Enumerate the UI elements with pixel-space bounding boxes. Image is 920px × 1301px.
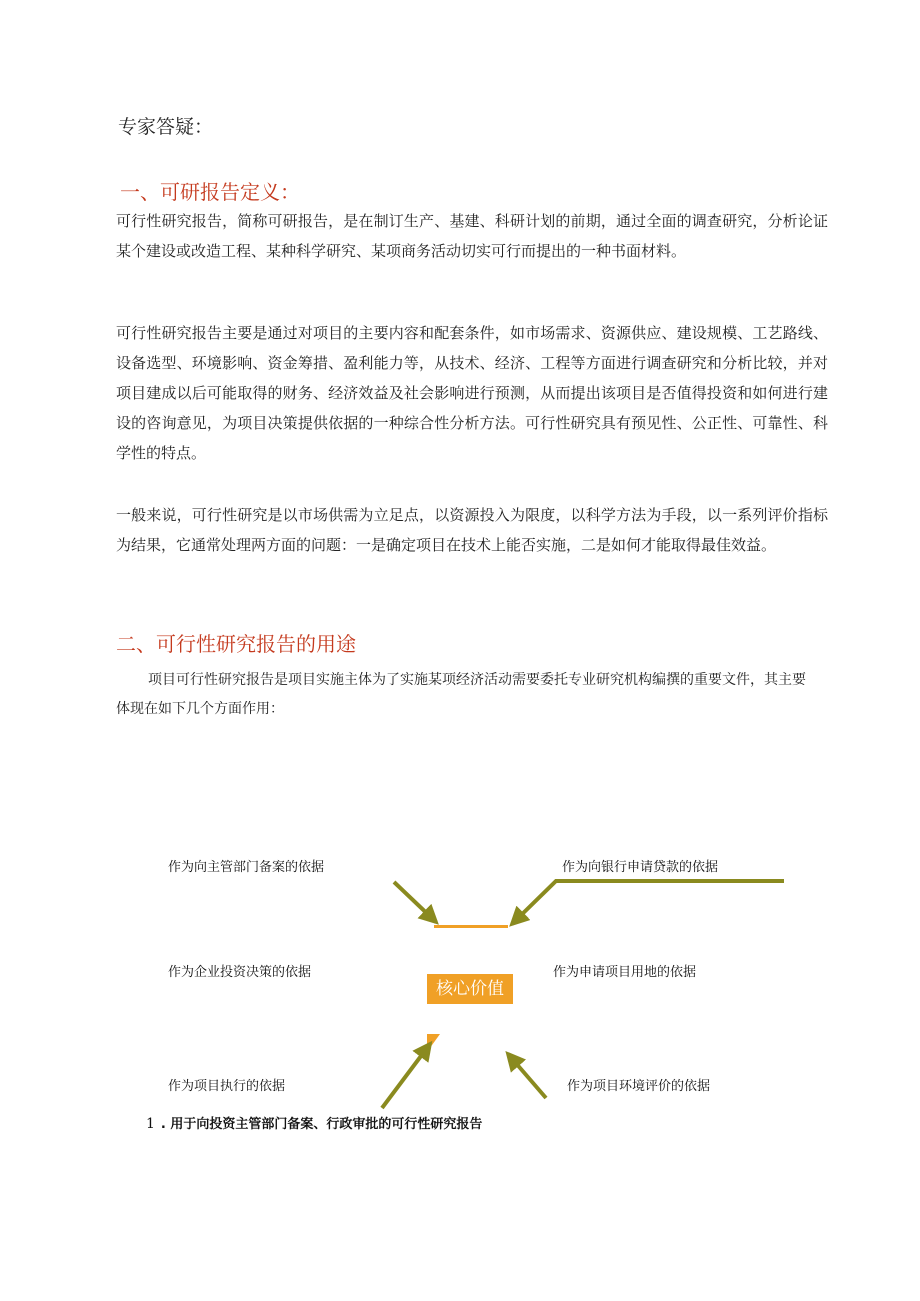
arrow-bottom-left xyxy=(382,1044,430,1108)
arrow-bottom-right xyxy=(508,1054,546,1098)
core-value-box: 核心价值 xyxy=(427,974,513,1004)
section1-paragraph-2: 可行性研究报告主要是通过对项目的主要内容和配套条件，如市场需求、资源供应、建设规模、工艺路线、设备选型、环境影响、资金筹措、盈利能力等，从技术、经济、工程等方面进行调查研究和分析比较，并对项目建成以后可能取得的财务、经济效益及社会影响进行预测，从而提出该项目是否值得投资和如何进行建设的咨询意见，为项目决策提供依据的一种综合性分析方法。可行性研究具有预见性、公正性、可靠性、科学性的特点。 xyxy=(116,324,828,462)
expert-qa-title: 专家答疑： xyxy=(118,116,214,138)
item-1-number: 1 xyxy=(146,1116,155,1132)
section1-heading: 一、可研报告定义： xyxy=(120,180,300,204)
section1-paragraph-3: 一般来说，可行性研究是以市场供需为立足点，以资源投入为限度，以科学方法为手段，以一系列评价指标为结果，它通常处理两方面的问题：一是确定项目在技术上能否实施，二是如何才能取得最佳效益。 xyxy=(116,506,828,554)
label-bottom-right: 作为项目环境评价的依据 xyxy=(567,1079,711,1094)
item-1 xyxy=(146,1113,482,1132)
label-top-left: 作为向主管部门备案的依据 xyxy=(168,860,325,875)
section2-heading: 二、可行性研究报告的用途 xyxy=(116,632,356,656)
item-1-text: . 用于向投资主管部门备案、行政审批的可行性研究报告 xyxy=(160,1117,483,1132)
label-mid-right: 作为申请项目用地的依据 xyxy=(553,965,697,980)
arrow-top-right xyxy=(512,881,784,924)
arrow-top-left xyxy=(394,882,436,922)
accent-bar-top xyxy=(434,925,508,928)
section1-paragraph-1: 可行性研究报告，简称可研报告，是在制订生产、基建、科研计划的前期，通过全面的调查研究，分析论证某个建设或改造工程、某种科学研究、某项商务活动切实可行而提出的一种书面材料。 xyxy=(116,212,828,260)
label-bottom-left: 作为项目执行的依据 xyxy=(168,1079,286,1094)
section2-intro: 项目可行性研究报告是项目实施主体为了实施某项经济活动需要委托专业研究机构编撰的重要文件，其主要体现在如下几个方面作用： xyxy=(116,672,806,717)
label-mid-left: 作为企业投资决策的依据 xyxy=(168,965,312,980)
accent-triangle xyxy=(427,1034,440,1052)
label-top-right: 作为向银行申请贷款的依据 xyxy=(562,860,719,875)
